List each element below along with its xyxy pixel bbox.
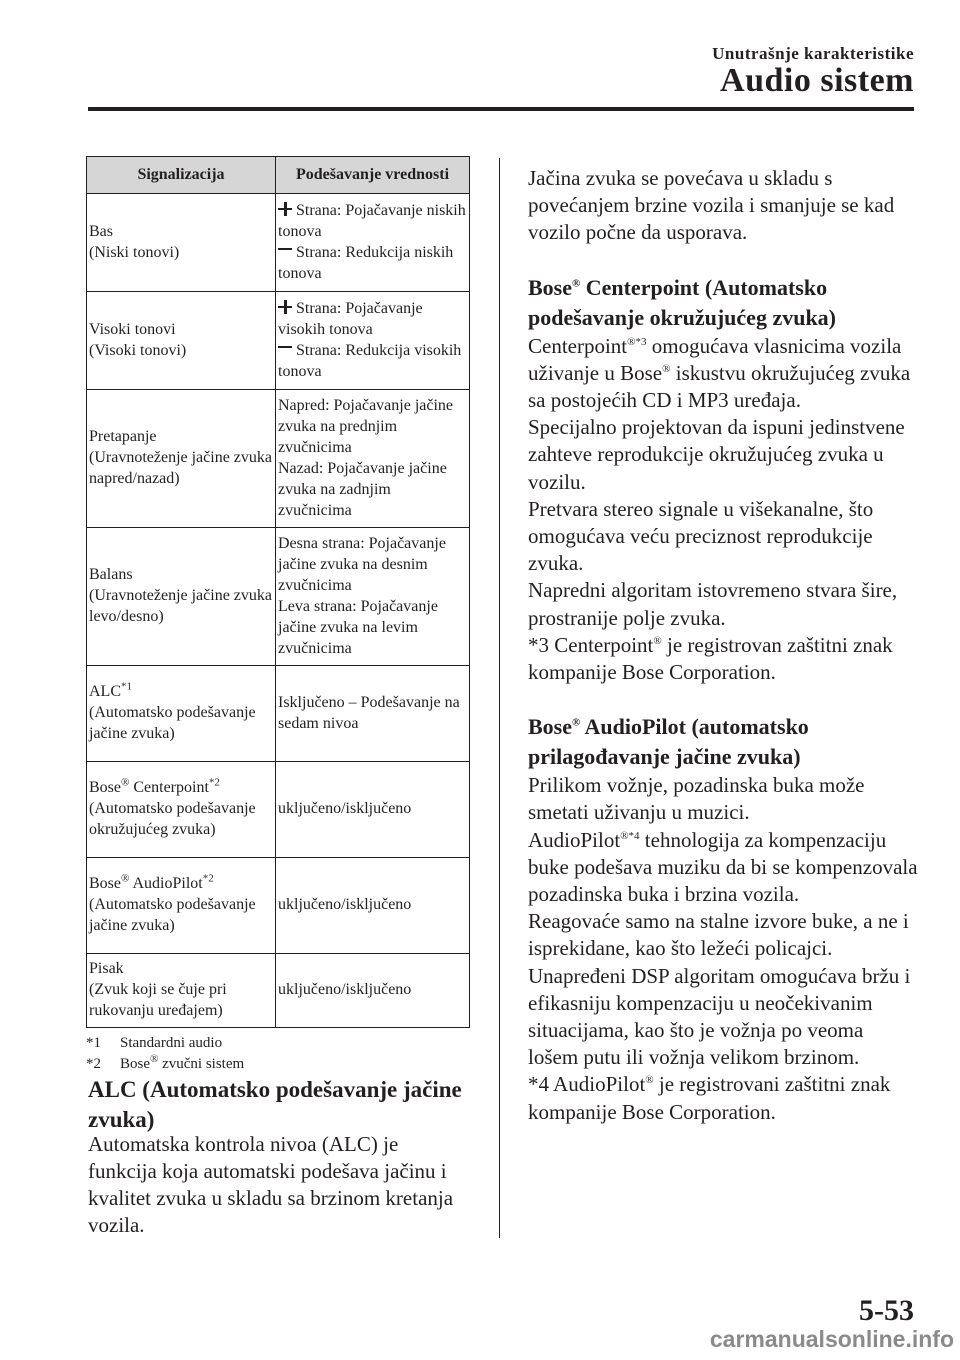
value-text: Napred: Pojačavanje jačine zvuka na prednjim zvučnicima: [278, 396, 454, 456]
header-title: Audio sistem: [720, 62, 914, 99]
alc-heading: ALC (Automatsko podešavanje jačine zvuka): [88, 1077, 462, 1132]
table-header-row: [87, 157, 470, 194]
cell-label: [87, 292, 276, 390]
centerpoint-paragraph: Pretvara stereo signale u višekanalne, što omogućava veću preciznost reprodukcije zvuka.: [528, 496, 874, 576]
row-desc: (Niski tonovi): [89, 243, 180, 261]
registered-mark: ®: [150, 1053, 159, 1065]
row-name: Bose: [89, 779, 121, 796]
heading-text: AudioPilot (automatsko prilagođavanje jačine zvuka): [528, 714, 809, 770]
table-row: [87, 858, 470, 954]
value-text: Strana: Pojačavanje niskih tonova: [278, 201, 466, 240]
cell-value: [276, 666, 470, 762]
table-row: [87, 762, 470, 858]
cell-value: [276, 390, 470, 528]
body-text: *4 AudioPilot: [528, 1072, 646, 1097]
body-text: je registrovan zaštitni znak kompanije Bose Corporation.: [528, 632, 893, 685]
plus-icon: [278, 300, 292, 314]
cell-value: [276, 762, 470, 858]
table-row: [87, 666, 470, 762]
body-text: tehnologija za kompenzaciju buke podešava muziku da bi se kompenzovala pozadinska buka i brzina vozila.: [528, 827, 918, 907]
row-name: Balans: [89, 566, 133, 583]
cell-value: [276, 858, 470, 954]
header-rule: [88, 107, 914, 111]
centerpoint-paragraph: [528, 333, 918, 415]
audiopilot-paragraph: [528, 827, 918, 909]
cell-label: [87, 194, 276, 292]
value-text: Strana: Redukcija niskih tonova: [278, 243, 454, 282]
column-divider: [499, 158, 500, 1238]
heading-text: Bose: [528, 714, 572, 740]
row-desc: (Automatsko podešavanje jačine zvuka): [89, 704, 256, 742]
cell-label: [87, 858, 276, 954]
plus-icon: [278, 202, 292, 216]
table-row: [87, 390, 470, 528]
row-name: Centerpoint: [129, 779, 209, 796]
row-desc: (Zvuk koji se čuje pri rukovanju uređajem): [89, 981, 227, 1019]
row-name: Bose: [89, 875, 121, 892]
registered-mark: ®: [572, 277, 581, 290]
registered-mark: ®: [662, 362, 671, 375]
footnote-ref: *2: [202, 872, 214, 885]
registered-mark: ®: [121, 776, 130, 789]
cell-value: [276, 954, 470, 1028]
cell-label: [87, 390, 276, 528]
value-text: Isključeno – Podešavanje na sedam nivoa: [278, 693, 460, 732]
cell-value: [276, 194, 470, 292]
row-name: Pretapanje: [89, 428, 157, 445]
body-text: omogućava vlasnicima vozila uživanje u Bose: [528, 333, 902, 385]
footnote-ref: *2: [208, 776, 220, 789]
value-text: Leva strana: Pojačavanje jačine zvuka na levim zvučnicima: [278, 597, 438, 657]
row-desc: (Visoki tonovi): [89, 341, 187, 359]
centerpoint-paragraph: Napredni algoritam istovremeno stvara šire, prostranije polje zvuka.: [528, 578, 898, 630]
col-header-signalization: Signalizacija: [87, 157, 276, 194]
row-desc: (Automatsko podešavanje okružujućeg zvuka): [89, 800, 256, 838]
registered-mark: ®: [627, 335, 636, 348]
centerpoint-paragraph: Specijalno projektovan da ispuni jedinstvene zahteve reprodukcije okružujućeg zvuka u vozilu.: [528, 415, 905, 494]
table-row: [87, 528, 470, 666]
audiopilot-paragraph: Prilikom vožnje, pozadinska buka može smetati uživanju u muzici.: [528, 773, 865, 825]
row-name: Pisak: [89, 960, 124, 977]
footnote-text: zvučni sistem: [158, 1056, 245, 1072]
table-row: [87, 954, 470, 1028]
cell-value: [276, 292, 470, 390]
cell-label: [87, 954, 276, 1028]
value-text: uključeno/isključeno: [278, 896, 412, 913]
row-desc: (Automatsko podešavanje jačine zvuka): [89, 896, 256, 934]
cell-label: [87, 666, 276, 762]
row-desc: (Uravnoteženje jačine zvuka levo/desno): [89, 587, 273, 625]
settings-table: [86, 156, 470, 1028]
cell-label: [87, 528, 276, 666]
registered-mark: ®: [121, 872, 130, 885]
body-text: Centerpoint: [528, 333, 628, 358]
registered-mark: ®: [572, 716, 581, 729]
row-name: Visoki tonovi: [89, 320, 176, 338]
value-text: uključeno/isključeno: [278, 800, 412, 817]
footnote-ref: *4: [628, 829, 640, 842]
centerpoint-heading: [528, 273, 918, 333]
footnote-2: [86, 1055, 244, 1073]
footnote-1: [86, 1034, 222, 1052]
right-column: [528, 165, 918, 1126]
page-number: 5-53: [859, 1294, 914, 1327]
audiopilot-trademark-note: [528, 1071, 918, 1125]
centerpoint-trademark-note: [528, 632, 918, 686]
value-text: Strana: Pojačavanje visokih tonova: [278, 299, 423, 338]
registered-mark: ®: [620, 829, 629, 842]
table-row: [87, 194, 470, 292]
value-text: Nazad: Pojačavanje jačine zvuka na zadnjim zvučnicima: [278, 459, 447, 519]
heading-text: Centerpoint (Automatsko podešavanje okružujućeg zvuka): [528, 274, 837, 330]
body-text: AudioPilot: [528, 827, 621, 852]
footnote-ref: *1: [121, 680, 132, 693]
cell-value: [276, 528, 470, 666]
value-text: Desna strana: Pojačavanje jačine zvuka na desnim zvučnicima: [278, 534, 446, 594]
header-subtitle: Unutrašnje karakteristike: [712, 44, 914, 63]
audiopilot-paragraph: Reagovaće samo na stalne izvore buke, a ne i isprekidane, kao što ležeći policajci.: [528, 909, 909, 961]
row-name: ALC: [89, 683, 121, 700]
col-header-value: Podešavanje vrednosti: [276, 157, 470, 194]
value-text: Strana: Redukcija visokih tonova: [278, 341, 462, 380]
footnote-text: Standardni audio: [120, 1035, 223, 1051]
row-name: Bas: [89, 222, 113, 240]
value-text: uključeno/isključeno: [278, 981, 412, 998]
minus-icon: [278, 342, 292, 356]
watermark: carmanualsonline.info: [709, 1326, 954, 1352]
registered-mark: ®: [645, 1074, 654, 1087]
audiopilot-heading: [528, 712, 918, 772]
row-name: AudioPilot: [129, 875, 203, 892]
heading-text: Bose: [528, 274, 572, 300]
footnote-mark: *2: [86, 1056, 101, 1072]
footnote-ref: *3: [635, 335, 647, 348]
cell-label: [87, 762, 276, 858]
body-text: iskustvu okružujućeg zvuka sa postojećih CD i MP3 uređaja.: [528, 360, 911, 413]
footnote-mark: *1: [86, 1035, 101, 1051]
row-desc: (Uravnoteženje jačine zvuka napred/nazad): [89, 449, 273, 487]
alc-continuation: Jačina zvuka se povećava u skladu s povećanjem brzine vozila i smanjuje se kad vozilo počne da usporava.: [528, 166, 895, 245]
footnote-text: Bose: [120, 1056, 150, 1072]
alc-body: Automatska kontrola nivoa (ALC) je funkcija koja automatski podešava jačinu i kvalitet zvuka u skladu sa brzinom kretanja vozila.: [88, 1132, 454, 1237]
registered-mark: ®: [653, 634, 662, 647]
body-text: *3 Centerpoint: [528, 632, 654, 657]
minus-icon: [278, 244, 292, 258]
audiopilot-paragraph: Unapređeni DSP algoritam omogućava bržu i efikasniju kompenzaciju u neočekivanim situacijama, kao što je vožnja po veoma lošem putu ili vožnja velikom brzinom.: [528, 963, 911, 1070]
table-row: [87, 292, 470, 390]
body-text: je registrovani zaštitni znak kompanije Bose Corporation.: [528, 1072, 891, 1124]
